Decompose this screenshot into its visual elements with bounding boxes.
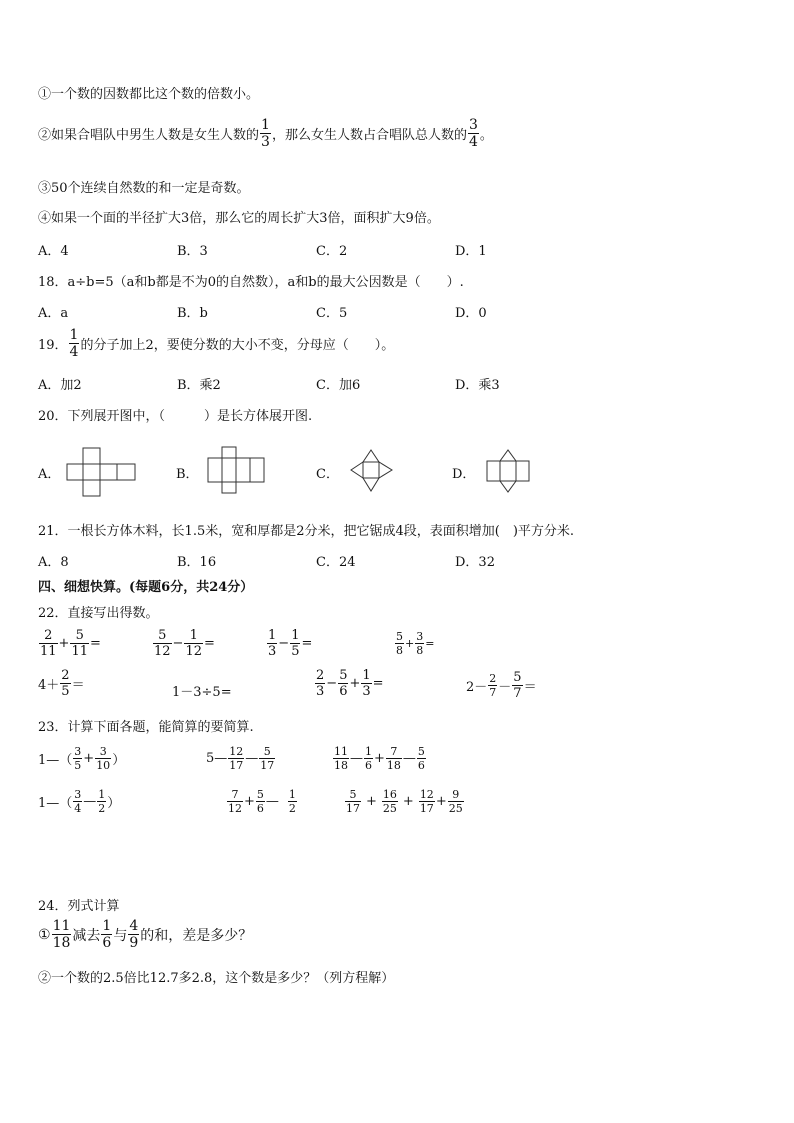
fraction: $\frac{1}{6}$ [102, 918, 112, 951]
q17-statement-2: ②如果合唱队中男生人数是女生人数的 $\frac{1}{3}$ ，那么女生人数占合唱队总人数的 $\frac{3}{4}$ 。 [38, 117, 493, 150]
fraction: $\frac{5}{12}$ [154, 628, 171, 659]
q17-statement-3: ③50个连续自然数的和一定是奇数。 [38, 181, 250, 196]
q17-statement-4: ④如果一个面的半径扩大3倍，那么它的周长扩大3倍，面积扩大9倍。 [38, 211, 440, 226]
q22-expr-7: $\frac{2}{3}$ − $\frac{5}{6}$ + $\frac{1}{3}$ = [316, 668, 384, 699]
option-c[interactable]: C．24 [316, 555, 356, 570]
fraction: $\frac{7}{18}$ [386, 745, 401, 772]
q24-sub-1: ① $\frac{11}{18}$ 减去 $\frac{1}{6}$ 与 $\frac{4}{9}$ 的和，差是多少？ [38, 918, 253, 951]
q22-expr-1: $\frac{2}{11}$ + $\frac{5}{11}$ = [40, 628, 101, 659]
q21-options [38, 551, 594, 570]
q23-stem: 23．计算下面各题，能简算的要简算. [38, 720, 254, 735]
option-b[interactable]: B．16 [177, 555, 217, 570]
fraction: $\frac{5}{8}$ [396, 630, 403, 657]
fraction: $\frac{5}{6}$ [417, 745, 425, 772]
option-b[interactable]: B．3 [177, 244, 208, 259]
option-d[interactable]: D．乘3 [455, 378, 500, 393]
net-d-diagram [486, 448, 532, 494]
option-c[interactable]: C．加6 [316, 378, 361, 393]
net-c-diagram [349, 448, 395, 494]
fraction: $\frac{5}{17}$ [260, 745, 275, 772]
option-a[interactable]: A．加2 [38, 378, 82, 393]
q20-label-a[interactable]: A． [38, 467, 61, 482]
fraction: $\frac{1}{3}$ [261, 117, 270, 150]
fraction: $\frac{5}{6}$ [256, 788, 264, 815]
q22-stem: 22．直接写出得数。 [38, 606, 159, 621]
q22-expr-3: $\frac{1}{3}$ − $\frac{1}{5}$ = [268, 628, 313, 659]
fraction: $\frac{1}{2}$ [98, 788, 106, 815]
fraction: $\frac{1}{4}$ [69, 327, 79, 360]
fraction: $\frac{1}{6}$ [365, 745, 372, 772]
q18-stem: 18．a÷b=5（a和b都是不为0的自然数），a和b的最大公因数是（ ）. [38, 275, 464, 290]
q24-stem: 24．列式计算 [38, 899, 120, 914]
fraction: $\frac{12}{17}$ [229, 745, 244, 772]
fraction: $\frac{1}{2}$ [288, 788, 296, 815]
section-4-heading: 四、细想快算。(每题6分，共24分） [38, 580, 254, 595]
option-d[interactable]: D．0 [455, 306, 487, 321]
fraction: $\frac{4}{9}$ [129, 918, 139, 951]
fraction: $\frac{9}{25}$ [448, 788, 463, 815]
fraction: $\frac{3}{5}$ [74, 745, 82, 772]
fraction: $\frac{11}{18}$ [52, 918, 71, 951]
q22-expr-4: $\frac{5}{8}$ + $\frac{3}{8}$ = [396, 630, 435, 657]
option-c[interactable]: C．5 [316, 306, 348, 321]
q20-label-d[interactable]: D． [452, 467, 476, 482]
fraction: $\frac{3}{8}$ [416, 630, 424, 657]
fraction: $\frac{5}{11}$ [71, 628, 88, 659]
q23-expr-4: 1—（ $\frac{3}{4}$ — $\frac{1}{2}$ ） [38, 788, 121, 815]
option-b[interactable]: B．乘2 [177, 378, 221, 393]
q21-stem: 21．一根长方体木料，长1.5米，宽和厚都是2分米，把它锯成4段，表面积增加( )平方分米. [38, 524, 575, 539]
q23-expr-5: $\frac{7}{12}$ + $\frac{5}{6}$ — $\frac{1}{2}$ [228, 788, 296, 815]
fraction: $\frac{5}{6}$ [339, 668, 348, 699]
fraction: $\frac{7}{12}$ [228, 788, 242, 815]
q23-expr-6: $\frac{5}{17}$ + $\frac{16}{25}$ + $\frac{12}{17}$ + $\frac{9}{25}$ [346, 788, 463, 815]
q22-expr-8: 2－ $\frac{2}{7}$ － $\frac{5}{7}$ ＝ [466, 670, 537, 701]
q19-stem: 19． $\frac{1}{4}$ 的分子加上2，要使分数的大小不变，分母应（ ）。 [38, 327, 395, 360]
option-d[interactable]: D．32 [455, 555, 495, 570]
q22-expr-6: 1－3÷5= [172, 685, 232, 700]
fraction: $\frac{3}{4}$ [468, 117, 478, 150]
fraction: $\frac{2}{3}$ [316, 668, 325, 699]
fraction: $\frac{3}{4}$ [74, 788, 82, 815]
fraction: $\frac{16}{25}$ [382, 788, 397, 815]
fraction: $\frac{11}{18}$ [334, 745, 348, 772]
option-b[interactable]: B．b [177, 306, 208, 321]
fraction: $\frac{2}{5}$ [61, 668, 70, 699]
fraction: $\frac{5}{7}$ [513, 670, 522, 701]
fraction: $\frac{2}{11}$ [40, 628, 57, 659]
q19-options [38, 374, 594, 393]
q23-expr-3: $\frac{11}{18}$ — $\frac{1}{6}$ + $\frac{7}{18}$ — $\frac{5}{6}$ [334, 745, 425, 772]
q23-expr-1: 1—（ $\frac{3}{5}$ + $\frac{3}{10}$ ） [38, 745, 126, 772]
q17-options [38, 240, 594, 259]
option-a[interactable]: A．4 [38, 244, 69, 259]
fraction: $\frac{1}{3}$ [268, 628, 277, 659]
fraction: $\frac{1}{12}$ [185, 628, 202, 659]
option-a[interactable]: A．a [38, 306, 69, 321]
net-a-diagram [66, 447, 138, 497]
q20-stem: 20．下列展开图中，（ ）是长方体展开图. [38, 409, 313, 424]
q22-expr-2: $\frac{5}{12}$ − $\frac{1}{12}$ = [154, 628, 215, 659]
fraction: $\frac{12}{17}$ [419, 788, 434, 815]
net-b-diagram [207, 446, 267, 494]
q20-label-c[interactable]: C． [316, 467, 339, 482]
q18-options [38, 302, 594, 321]
fraction: $\frac{2}{7}$ [489, 672, 497, 699]
fraction: $\frac{5}{17}$ [346, 788, 360, 815]
option-a[interactable]: A．8 [38, 555, 69, 570]
fraction: $\frac{1}{3}$ [362, 668, 371, 699]
option-d[interactable]: D．1 [455, 244, 487, 259]
option-c[interactable]: C．2 [316, 244, 348, 259]
q22-expr-5: 4＋ $\frac{2}{5}$ ＝ [38, 668, 85, 699]
q17-statement-1: ①一个数的因数都比这个数的倍数小。 [38, 87, 260, 102]
fraction: $\frac{1}{5}$ [291, 628, 300, 659]
fraction: $\frac{3}{10}$ [96, 745, 111, 772]
q24-sub-2: ②一个数的2.5倍比12.7多2.8，这个数是多少？（列方程解） [38, 971, 395, 986]
q23-expr-2: 5— $\frac{12}{17}$ — $\frac{5}{17}$ [206, 745, 275, 772]
q20-label-b[interactable]: B． [176, 467, 199, 482]
